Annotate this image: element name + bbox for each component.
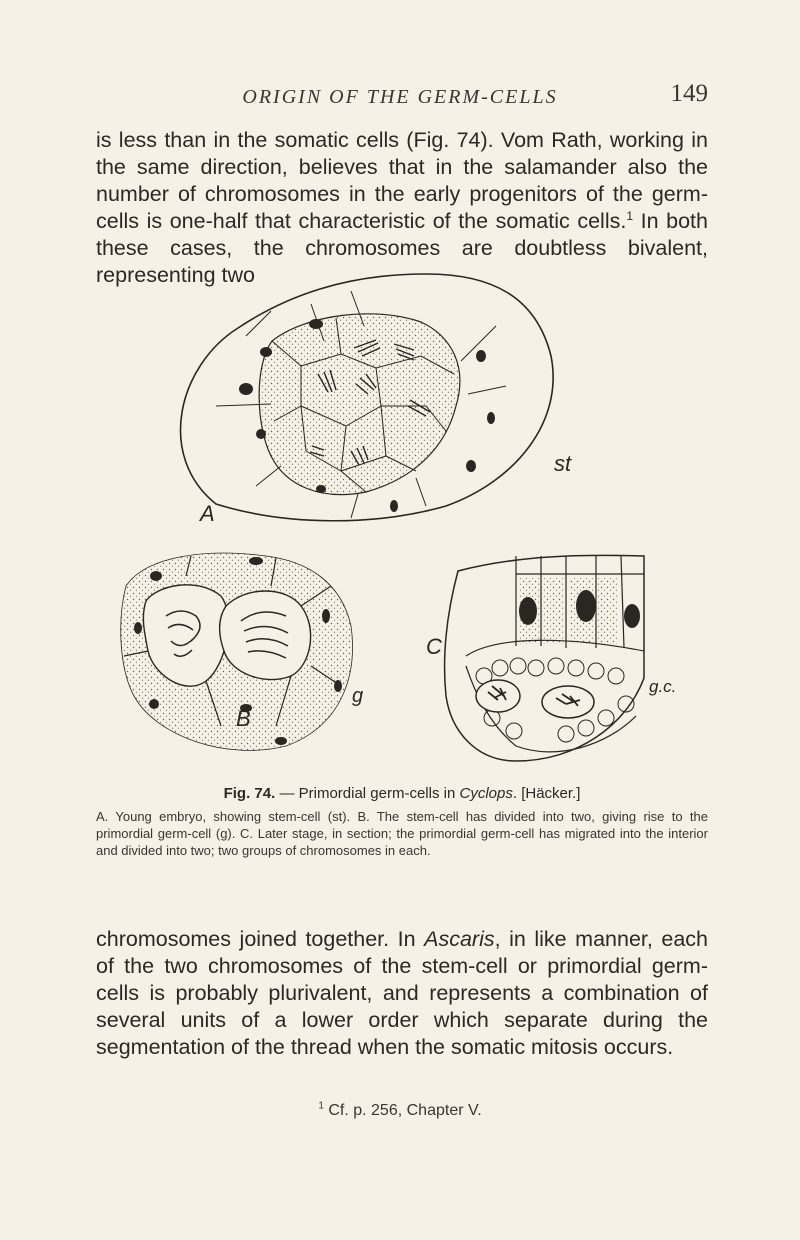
paragraph-top-cont: In both these cases, the chromosomes are doubtless bivalent, representing two	[96, 209, 708, 287]
figure-74	[96, 256, 708, 776]
footnote-ref[interactable]: 1	[626, 208, 634, 223]
page-number: 149	[670, 80, 708, 107]
label-b: B	[236, 706, 251, 731]
running-head: ORIGIN OF THE GERM-CELLS	[242, 86, 558, 108]
caption-fig-no: Fig. 74.	[223, 785, 276, 802]
caption-title	[96, 785, 708, 802]
label-a: A	[200, 501, 215, 526]
paragraph-bottom-part1: chromosomes joined together. In	[96, 927, 425, 951]
panel-a	[181, 274, 554, 521]
footnote	[0, 1102, 800, 1120]
footnote-marker: 1	[318, 1100, 324, 1112]
caption-title-italic: Cyclops	[459, 785, 513, 802]
panel-c	[445, 555, 645, 761]
paragraph-top-text: is less than in the somatic cells (Fig. 74). Vom Rath, working in the same direction, believes that in the salamander also the number of chromosomes in the early progenitors of the germ-cells is one-half that characteristic of the somatic cells.	[96, 128, 708, 233]
paragraph-bottom-part2: , in like manner, each of the two chromosomes of the stem-cell or primordial germ-cells is probably plurivalent, and represents a combination of several units of a lower order which separate during the segmentation of the thread when the somatic mitosis occurs.	[96, 927, 708, 1059]
figure-caption	[96, 785, 708, 859]
footnote-text: Cf. p. 256, Chapter V.	[323, 1102, 482, 1119]
caption-title-part1: — Primordial germ-cells in	[275, 785, 460, 802]
label-g: g	[352, 685, 364, 707]
paragraph-bottom	[96, 926, 708, 1061]
paragraph-bottom-italic: Ascaris	[424, 927, 495, 951]
label-c: C	[426, 634, 442, 659]
caption-title-part2: . [Häcker.]	[512, 785, 581, 802]
label-st: st	[554, 451, 572, 476]
label-gc: g.c.	[649, 677, 677, 696]
caption-description: A. Young embryo, showing stem-cell (st). B. The stem-cell has divided into two, giving rise to the primordial germ-cell (g). C. Later stage, in section; the primordial germ-cell has migrated into the interior and divided into two; two groups of chromosomes in each.	[96, 809, 708, 858]
